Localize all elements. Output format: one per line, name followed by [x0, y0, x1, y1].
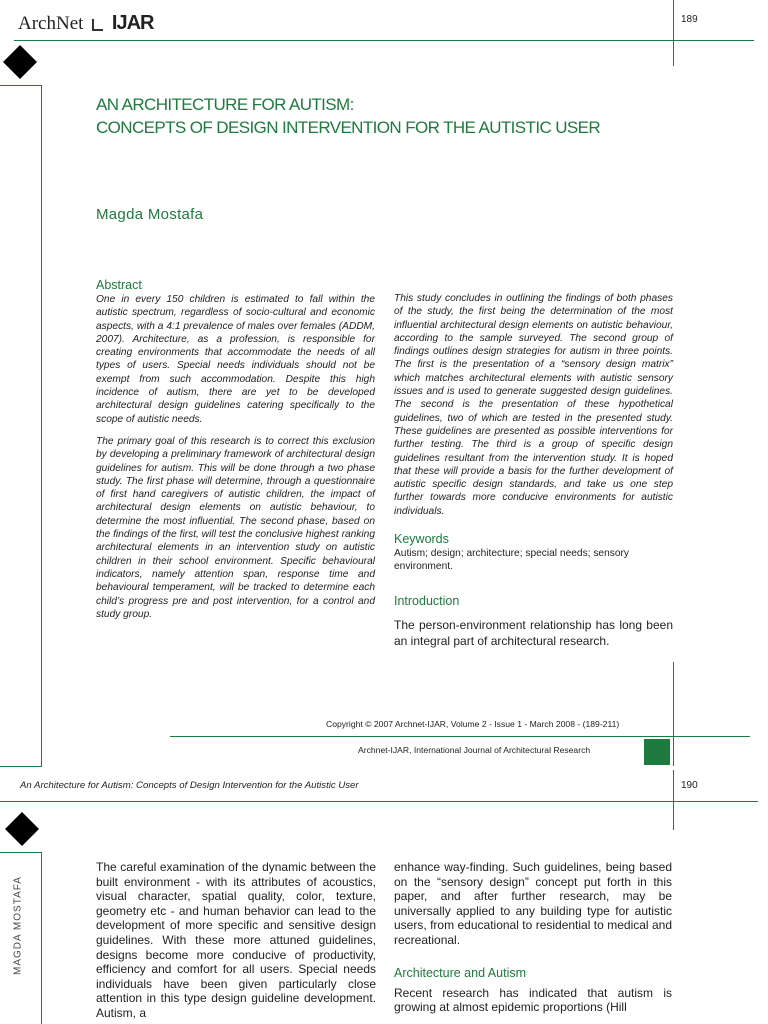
abstract-heading: Abstract — [96, 278, 142, 292]
logo-bracket-icon — [92, 19, 103, 31]
side-author — [8, 870, 28, 990]
copyright-line: Copyright © 2007 Archnet-IJAR, Volume 2 - Issue 1 - March 2008 - (189-211) — [326, 719, 620, 729]
page-number: 189 — [681, 14, 698, 25]
journal-name: Archnet-IJAR, International Journal of Architectural Research — [358, 745, 591, 755]
abstract-right-column — [394, 292, 673, 649]
journal-badge — [644, 739, 670, 765]
page2-left-paragraph: The careful examination of the dynamic between the built environment - with its attributes of acoustics, visual character, spatial quality, color, texture, geometry etc - and human behavior can lead to the development of more specific and sensitive design guidelines. With these more attuned guidelines, designs become more conducive of productivity, efficiency and comfort for all users. Special needs individuals have been given particularly close attention in this type design guideline development. Autism, a — [96, 860, 376, 1020]
title-line-1: AN ARCHITECTURE FOR AUTISM: — [96, 95, 354, 114]
abstract-paragraph-2: The primary goal of this research is to correct this exclusion by developing a preliminary framework of architectural design guidelines for autism. This will be done through a two phase study. The first phase will determine, through a questionnaire of first hand caregivers of autistic children, the impact of architectural design elements on autistic behaviour, to determine the most influential. The second phase, based on the findings of the first, will test the conclusive highest ranking architectural elements in an intervention study on autistic children in their school environment. Specific behavioural indicators, namely attention span, response time and behavioural temperament, will be tracked to determine each child’s progress pre and post intervention, for a control and study group. — [96, 435, 375, 620]
page-title — [96, 93, 676, 139]
abstract-left-column — [96, 278, 375, 621]
keywords-text: Autism; design; architecture; special needs; sensory environment. — [394, 548, 629, 573]
author-name: Magda Mostafa — [96, 206, 204, 223]
column-end-rule — [673, 662, 674, 766]
header-vertical-rule — [673, 0, 674, 66]
title-line-2: CONCEPTS OF DESIGN INTERVENTION FOR THE AUTISTIC USER — [96, 118, 601, 137]
side-author-text: MAGDA MOSTAFA — [12, 876, 24, 975]
introduction-text: The person-environment relationship has long been an integral part of architectural research. — [394, 617, 673, 648]
introduction-heading: Introduction — [394, 593, 460, 608]
architecture-autism-heading: Architecture and Autism — [394, 965, 527, 980]
logo-text: ArchNet — [18, 13, 84, 34]
abstract-paragraph-3: This study concludes in outlining the findings of both phases of the study, the first being the determination of the most influential architectural design elements on autistic behaviour, according to the sample surveyed. The second group of findings outlines design strategies for autism in three points. The first is the presentation of a “sensory design matrix” which matches architectural elements with autistic sensory issues and is used to generate suggested design guidelines. The second is the presentation of these hypothetical guidelines, two of which are tested in the presented study. These guidelines are presented as possible interventions for further testing. The third is a group of specific design guidelines resultant from the intervention study. It is hoped that these will provide a basis for the further development of autistic specific design standards, and take us one step further towards more conducive environments for autistic individuals. — [394, 293, 673, 517]
logo-mark: IJAR — [111, 12, 154, 34]
archnet-ijar-logo — [18, 12, 154, 35]
running-title: An Architecture for Autism: Concepts of Design Intervention for the Autistic User — [20, 780, 359, 791]
footer-rule — [170, 736, 750, 737]
header-rule-2 — [0, 801, 758, 802]
diamond-icon-2 — [5, 812, 39, 846]
page2-left-column — [96, 860, 376, 1021]
page-number-2: 190 — [681, 780, 698, 791]
keywords-heading: Keywords — [394, 532, 449, 547]
left-margin-frame — [0, 85, 42, 767]
header-rule — [14, 40, 754, 41]
header-vertical-rule-2 — [673, 770, 674, 830]
abstract-paragraph-1: One in every 150 children is estimated to fall within the autistic spectrum, regardless of socio-cultural and economic aspects, with a 4:1 prevalence of males over females (ADDM, 2007). Architecture, as a profession, is responsible for creating environments that accommodate the needs of all types of users. Special needs individuals should not be exempt from such accommodation. Despite this high incidence of autism, there are yet to be developed architectural design guidelines catering specifically to the scope of autistic needs. — [96, 294, 375, 425]
diamond-icon — [3, 45, 37, 79]
page2-right-paragraph-1: enhance way-finding. Such guidelines, being based on the “sensory design” concept put forth in this paper, and after further research, may be universally applied to any building type for autistic users, from educational to residential to medical and recreational. — [394, 860, 672, 947]
page2-right-paragraph-2: Recent research has indicated that autism is growing at almost epidemic proportions (Hill — [394, 985, 672, 1015]
page2-right-column — [394, 860, 672, 1015]
